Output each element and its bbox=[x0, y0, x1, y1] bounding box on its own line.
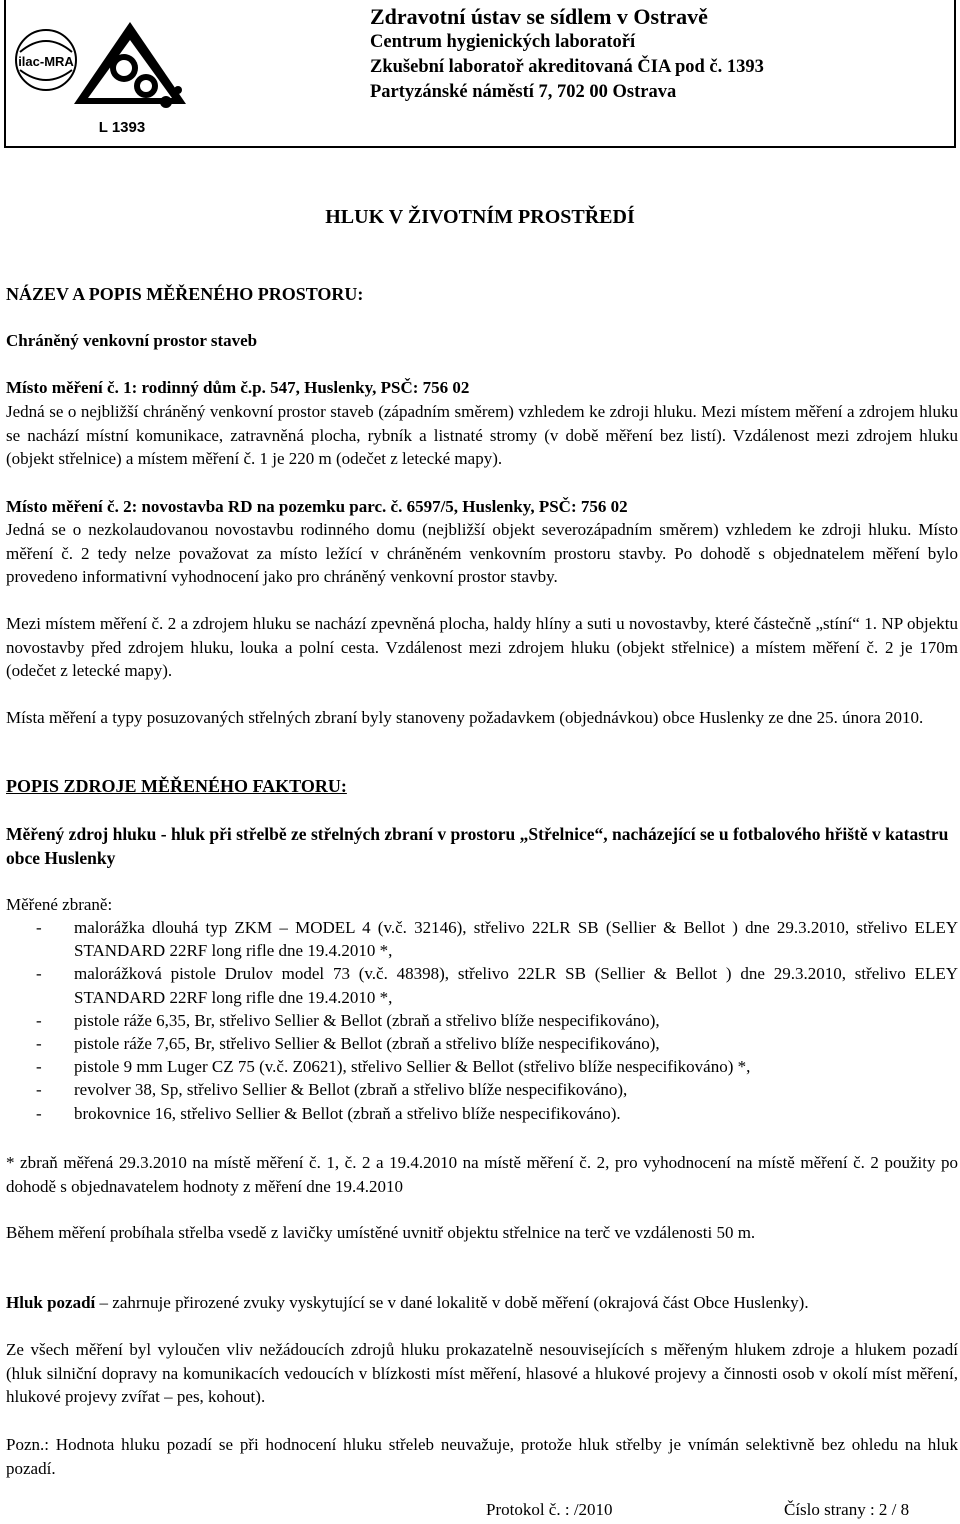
organization-block bbox=[370, 4, 764, 105]
weapons-list bbox=[6, 916, 958, 1125]
list-item: - brokovnice 16, střelivo Sellier & Bellot (zbraň a střelivo blíže nespecifikováno). bbox=[36, 1103, 621, 1123]
organization-department: Centrum hygienických laboratoří bbox=[370, 32, 636, 52]
place1-description: Jedná se o nejbližší chráněný venkovní prostor staveb (západním směrem) vzhledem ke zdroji hluku. Mezi místem měření a zdrojem hluku se nachází místní komunikace, zatravněná plocha, rybník a listnaté stromy (v době měření bez listí). Vzdálenost mezi zdrojem hluku (objekt střelnice) a místem měření č. 1 je 220 m (odečet z letecké mapy). bbox=[6, 402, 958, 468]
shooting-note: Během měření probíhala střelba vsedě z lavičky umístěné uvnitř objektu střelnice na terč ve vzdálenosti 50 m. bbox=[6, 1223, 756, 1242]
weapons-label: Měřené zbraně: bbox=[6, 895, 113, 914]
list-item: - pistole ráže 7,65, Br, střelivo Sellier & Bellot (zbraň a střelivo blíže nespecifikováno), bbox=[36, 1034, 660, 1054]
organization-accreditation: Zkušební laboratoř akreditovaná ČIA pod č. 1393 bbox=[370, 57, 764, 77]
places-note: Místa měření a typy posuzovaných střelných zbraní byly stanoveny požadavkem (objednávkou) obce Huslenky ze dne 25. února 2010. bbox=[6, 708, 924, 727]
place2-title: Místo měření č. 2: novostavba RD na pozemku parc. č. 6597/5, Huslenky, PSČ: 756 02 bbox=[6, 497, 628, 516]
background-noise-definition: Hluk pozadí – zahrnuje přirozené zvuky vyskytující se v dané lokalitě v době měření (okrajová část Obce Huslenky). bbox=[6, 1293, 809, 1312]
excluded-sources: Ze všech měření byl vyloučen vliv nežádoucích zdrojů hluku prokazatelně nesouvisejících s měřeným hlukem zdroje a hlukem pozadí (hluk silniční dopravy na komunikacích vedoucích v blízkosti míst měření, hlasové a hlukové projevy a činnosti osob v okolí míst měření, hlukové projevy zvířat – pes, kohout). bbox=[6, 1340, 958, 1406]
place2-obstacles: Mezi místem měření č. 2 a zdrojem hluku se nachází zpevněná plocha, haldy hlíny a suti u novostavby, které částečně „stíní“ 1. NP objektu novostavby před zdrojem hluku, louka a polní cesta. Vzdálenost mezi zdrojem hluku (objekt střelnice) a místem měření č. 2 je 170m (odečet z letecké mapy). bbox=[6, 614, 958, 680]
page-number: Číslo strany : 2 / 8 bbox=[784, 1500, 910, 1519]
document-title: HLUK V ŽIVOTNÍM PROSTŘEDÍ bbox=[325, 206, 635, 228]
place2-description: Jedná se o nezkolaudovanou novostavbu rodinného domu (nejbližší objekt severozápadním směrem) vzhledem ke zdroji hluku. Místo měření č. 2 tedy nelze považovat za místo ležící v chráněném venkovním prostoru stavby. Po dohodě s objednatelem měření bylo provedeno informativní vyhodnocení jako pro chráněný venkovní prostor stavby. bbox=[6, 520, 958, 586]
organization-name: Zdravotní ústav se sídlem v Ostravě bbox=[370, 4, 708, 29]
asterisk-note: * zbraň měřená 29.3.2010 na místě měření č. 1, č. 2 a 19.4.2010 na místě měření č. 2, pro vyhodnocení na místě měření č. 2 použity po dohodě s objednavatelem hodnoty z měření dne 19.4.2010 bbox=[6, 1153, 958, 1196]
organization-address: Partyzánské náměstí 7, 702 00 Ostrava bbox=[370, 82, 677, 102]
laboratory-logo bbox=[12, 8, 202, 140]
place1-title: Místo měření č. 1: rodinný dům č.p. 547, Huslenky, PSČ: 756 02 bbox=[6, 378, 470, 397]
section-heading-source: POPIS ZDROJE MĚŘENÉHO FAKTORU: bbox=[6, 776, 347, 796]
background-noise-term: Hluk pozadí bbox=[6, 1293, 96, 1312]
protocol-number: Protokol č. : /2010 bbox=[486, 1500, 613, 1519]
svg-text:ilac-MRA: ilac-MRA bbox=[18, 54, 74, 69]
list-item: - revolver 38, Sp, střelivo Sellier & Bellot (zbraň a střelivo blíže nespecifikováno), bbox=[36, 1080, 628, 1100]
noise-source-title: Měřený zdroj hluku - hluk při střelbě ze střelných zbraní v prostoru „Střelnice“, nacházející se u fotbalového hřiště v katastru obce Huslenky bbox=[6, 824, 949, 868]
letterhead bbox=[4, 0, 956, 148]
protected-space-subheading: Chráněný venkovní prostor staveb bbox=[6, 331, 258, 350]
svg-text:L 1393: L 1393 bbox=[98, 119, 146, 136]
background-note: Pozn.: Hodnota hluku pozadí se při hodnocení hluku střeleb neuvažuje, protože hluk střelby je vnímán selektivně bez ohledu na hluk pozadí. bbox=[6, 1435, 958, 1478]
list-item: - malorážka dlouhá typ ZKM – MODEL 4 (v.č. 32146), střelivo 22LR SB (Sellier & Bellot ) dne 29.3.2010, střelivo ELEY STANDARD 22RF long rifle dne 19.4.2010 *, bbox=[36, 918, 958, 961]
section-heading-space: NÁZEV A POPIS MĚŘENÉHO PROSTORU: bbox=[6, 284, 364, 304]
list-item: - malorážková pistole Drulov model 73 (v.č. 48398), střelivo 22LR SB (Sellier & Bellot ) dne 29.3.2010, střelivo ELEY STANDARD 22RF long rifle dne 19.4.2010 *, bbox=[36, 964, 958, 1007]
list-item: - pistole ráže 6,35, Br, střelivo Sellier & Bellot (zbraň a střelivo blíže nespecifikováno), bbox=[36, 1010, 660, 1030]
list-item: - pistole 9 mm Luger CZ 75 (v.č. Z0621), střelivo Sellier & Bellot (střelivo blíže nespecifikováno) *, bbox=[36, 1057, 751, 1077]
